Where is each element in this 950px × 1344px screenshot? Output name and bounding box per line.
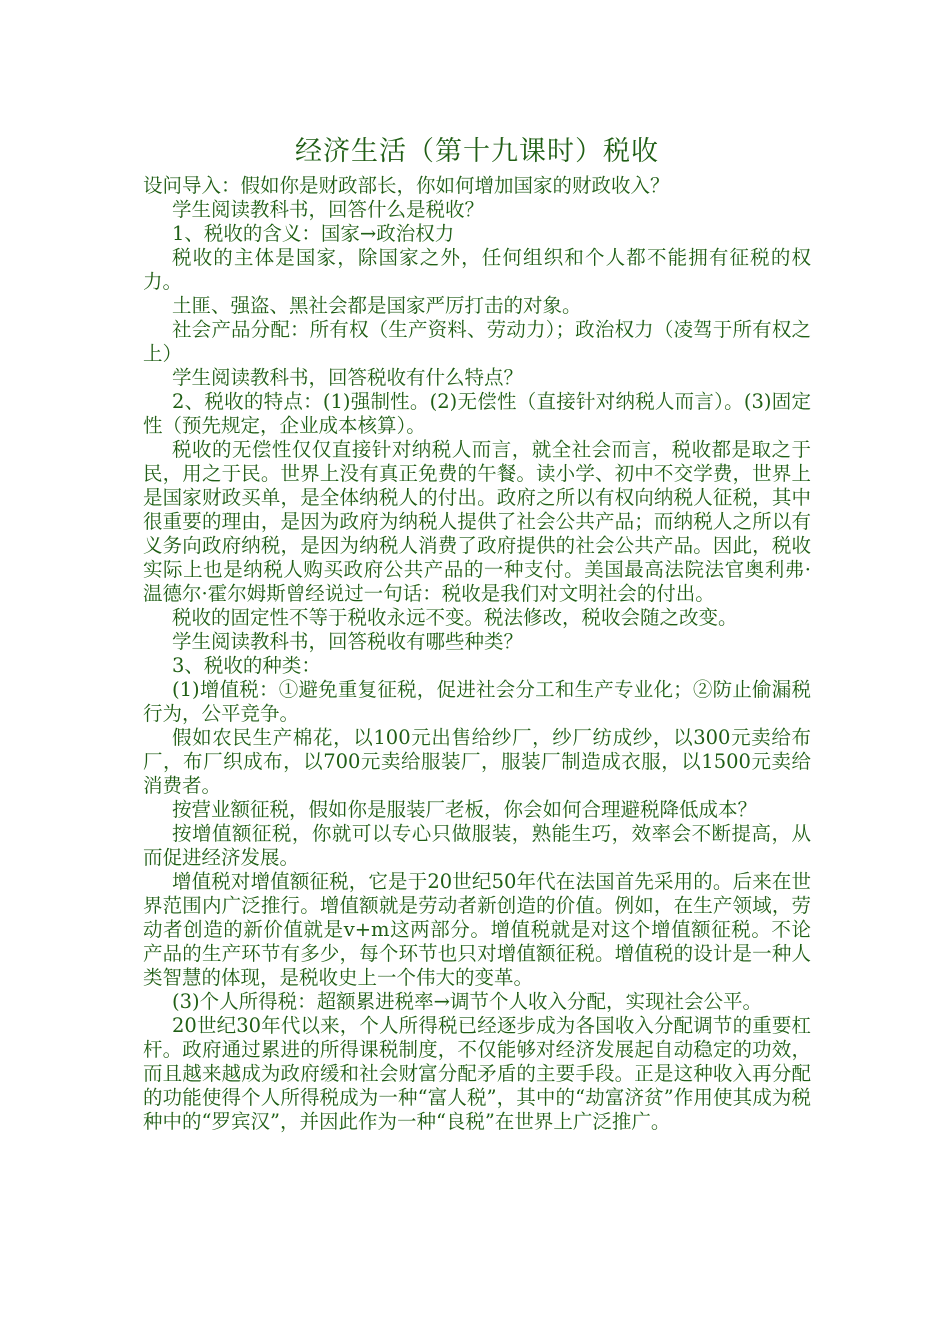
paragraph: 土匪、强盗、黑社会都是国家严厉打击的对象。 [172,294,582,317]
section-heading-features: 2、税收的特点：(1)强制性。(2)无偿性（直接针对纳税人而言）。(3)固定性（预先规定，企业成本核算）。 [143,390,811,437]
paragraph: 按增值额征税，你就可以专心只做服装，熟能生巧，效率会不断提高，从而促进经济发展。 [143,822,811,869]
paragraph: 税收的固定性不等于税收永远不变。税法修改，税收会随之改变。 [172,606,738,629]
document-body [143,134,811,1134]
section-heading-definition: 1、税收的含义：国家→政治权力 [172,222,455,245]
paragraph: 学生阅读教科书，回答税收有什么特点？ [172,366,524,389]
paragraph: 税收的无偿性仅仅直接针对纳税人而言，就全社会而言，税收都是取之于民，用之于民。世界上没有真正免费的午餐。读小学、初中不交学费，世界上是国家财政买单，是全体纳税人的付出。政府之所以有权向纳税人征税，其中很重要的理由，是因为政府为纳税人提供了社会公共产品；而纳税人之所以有义务向政府纳税，是因为纳税人消费了政府提供的社会公共产品。因此，税收实际上也是纳税人购买政府公共产品的一种支付。美国最高法院法官奥利弗·温德尔·霍尔姆斯曾经说过一句话：税收是我们对文明社会的付出。 [143,438,811,605]
paragraph: 假如农民生产棉花，以100元出售给纱厂，纱厂纺成纱，以300元卖给布厂，布厂织成布，以700元卖给服装厂，服装厂制造成衣服，以1500元卖给消费者。 [143,726,811,797]
paragraph: 按营业额征税，假如你是服装厂老板，你会如何合理避税降低成本？ [172,798,758,821]
paragraph: 增值税对增值额征税，它是于20世纪50年代在法国首先采用的。后来在世界范围内广泛推行。增值额就是劳动者新创造的价值。例如，在生产领域，劳动者创造的新价值就是v+m这两部分。增值税就是对这个增值额征税。不论产品的生产环节有多少，每个环节也只对增值额征税。增值税的设计是一种人类智慧的体现，是税收史上一个伟大的变革。 [143,870,811,989]
paragraph: 税收的主体是国家，除国家之外，任何组织和个人都不能拥有征税的权力。 [143,246,811,293]
paragraph: 20世纪30年代以来，个人所得税已经逐步成为各国收入分配调节的重要杠杆。政府通过累进的所得课税制度，不仅能够对经济发展起自动稳定的功效，而且越来越成为政府缓和社会财富分配矛盾的主要手段。正是这种收入再分配的功能使得个人所得税成为一种“富人税”，其中的“劫富济贫”作用使其成为税种中的“罗宾汉”，并因此作为一种“良税”在世界上广泛推广。 [143,1014,811,1133]
section-heading-types: 3、税收的种类： [172,654,321,677]
paragraph: 社会产品分配：所有权（生产资料、劳动力）；政治权力（凌驾于所有权之上） [143,318,811,365]
paragraph: (3)个人所得税：超额累进税率→调节个人收入分配，实现社会公平。 [172,990,762,1013]
paragraph: (1)增值税：①避免重复征税，促进社会分工和生产专业化；②防止偷漏税行为，公平竞争。 [143,678,811,725]
paragraph: 学生阅读教科书，回答税收有哪些种类？ [172,630,524,653]
page-title: 经济生活（第十九课时）税收 [295,136,659,167]
paragraph-intro-question: 设问导入：假如你是财政部长，你如何增加国家的财政收入？ [143,174,670,197]
paragraph: 学生阅读教科书，回答什么是税收？ [172,198,485,221]
